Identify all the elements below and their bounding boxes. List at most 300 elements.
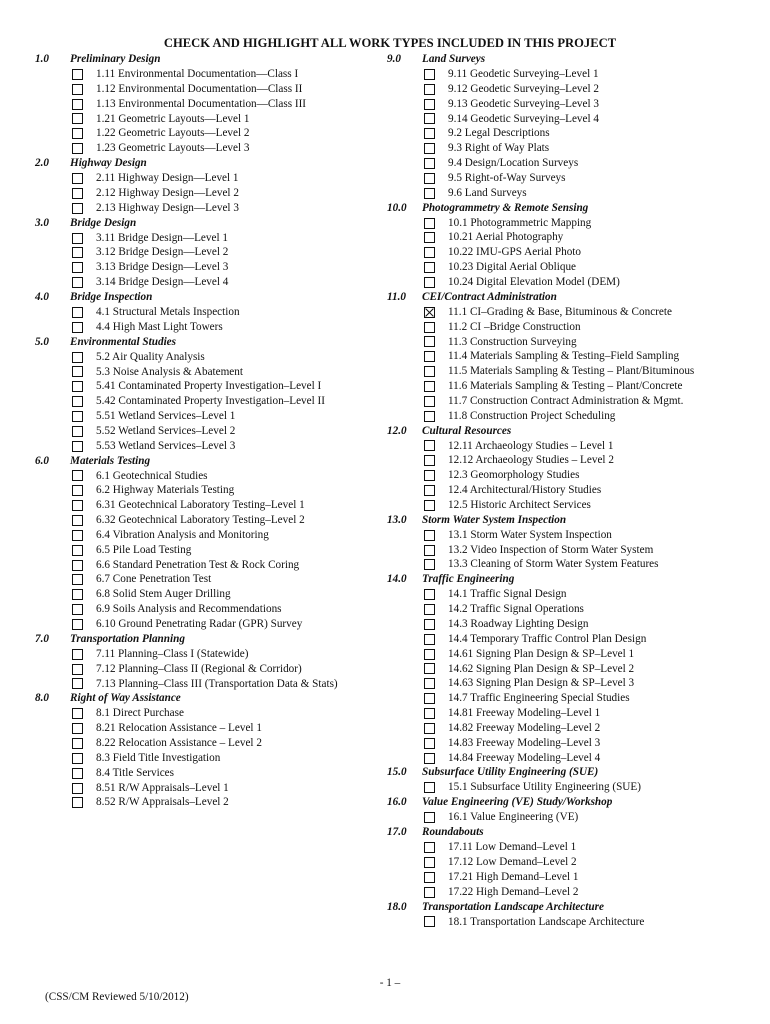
work-type-checkbox[interactable] (72, 619, 83, 630)
work-type-label: 8.52 R/W Appraisals–Level 2 (96, 796, 229, 809)
work-type-checkbox[interactable] (72, 604, 83, 615)
work-type-checkbox[interactable] (72, 247, 83, 258)
work-type-label: 9.11 Geodetic Surveying–Level 1 (448, 68, 599, 80)
work-type-checkbox[interactable] (424, 322, 435, 333)
work-type-label: 9.5 Right-of-Way Surveys (448, 171, 566, 184)
work-type-label: 6.31 Geotechnical Laboratory Testing–Level 1 (96, 499, 305, 512)
work-type-checkbox[interactable] (424, 143, 435, 154)
work-type-label: 13.3 Cleaning of Storm Water System Features (448, 558, 659, 571)
work-type-item (387, 751, 767, 766)
work-type-checkbox[interactable] (72, 188, 83, 199)
section-heading (387, 572, 767, 587)
work-type-checkbox[interactable] (72, 664, 83, 675)
section-land-surveys (387, 52, 767, 201)
section-heading (387, 52, 767, 67)
section-photogrammetry-remote-sensing (387, 201, 767, 290)
work-type-checkbox[interactable] (424, 173, 435, 184)
work-type-label: 18.1 Transportation Landscape Architecture (448, 915, 645, 928)
work-type-item (387, 335, 767, 350)
section-heading (35, 52, 390, 67)
work-type-item (35, 141, 390, 156)
work-type-checkbox[interactable] (72, 783, 83, 794)
work-type-checkbox[interactable] (424, 857, 435, 868)
work-type-item (35, 677, 390, 692)
work-type-checkbox[interactable] (72, 352, 83, 363)
work-type-checkbox[interactable] (72, 708, 83, 719)
work-type-label: 11.6 Materials Sampling & Testing – Plant/Concrete (448, 380, 683, 393)
work-type-item (387, 305, 767, 320)
work-type-checkbox[interactable] (72, 797, 83, 808)
work-type-checkbox[interactable] (424, 738, 435, 749)
work-type-checkbox[interactable] (424, 232, 435, 243)
work-type-label: 17.12 Low Demand–Level 2 (448, 855, 577, 868)
work-type-label: 11.1 CI–Grading & Base, Bituminous & Concrete (448, 305, 672, 318)
work-type-item (387, 97, 767, 112)
work-type-item (387, 364, 767, 379)
work-type-checkbox[interactable] (72, 262, 83, 273)
work-type-label: 8.21 Relocation Assistance – Level 1 (96, 722, 262, 735)
work-type-checkbox[interactable] (72, 574, 83, 585)
work-type-label: 14.7 Traffic Engineering Special Studies (448, 692, 630, 705)
work-type-item (387, 468, 767, 483)
work-type-item (387, 780, 767, 795)
work-type-checkbox[interactable] (424, 723, 435, 734)
work-type-item (35, 706, 390, 721)
work-type-checkbox[interactable] (424, 887, 435, 898)
work-type-item (387, 706, 767, 721)
work-type-label: 5.3 Noise Analysis & Abatement (96, 365, 243, 378)
section-number: 1.0 (35, 53, 49, 65)
work-type-label: 6.10 Ground Penetrating Radar (GPR) Survey (96, 618, 303, 630)
work-type-checkbox[interactable] (424, 351, 435, 362)
work-type-item (387, 915, 767, 930)
work-type-label: 6.32 Geotechnical Laboratory Testing–Level 2 (96, 514, 305, 527)
work-type-item (387, 855, 767, 870)
work-type-item (387, 870, 767, 885)
work-type-checkbox[interactable] (72, 411, 83, 422)
section-number: 10.0 (387, 201, 407, 214)
work-type-item (387, 498, 767, 513)
section-number: 13.0 (387, 513, 407, 526)
work-type-item (35, 365, 390, 380)
section-value-engineering-ve-study-workshop (387, 795, 767, 825)
work-type-label: 6.2 Highway Materials Testing (96, 484, 235, 497)
work-type-checkbox[interactable] (72, 277, 83, 288)
work-type-item (387, 483, 767, 498)
work-type-item (387, 82, 767, 97)
section-number: 17.0 (387, 826, 407, 839)
section-title: Bridge Inspection (70, 290, 153, 303)
section-cultural-resources (387, 424, 767, 513)
work-type-item (387, 409, 767, 424)
work-type-label: 14.4 Temporary Traffic Control Plan Design (448, 632, 647, 645)
work-type-label: 9.12 Geodetic Surveying–Level 2 (448, 82, 599, 95)
work-type-item (35, 320, 390, 335)
work-type-checkbox[interactable] (424, 307, 435, 318)
section-title: Land Surveys (422, 53, 486, 65)
work-type-checkbox[interactable] (424, 604, 435, 615)
work-type-checkbox[interactable] (72, 322, 83, 333)
work-type-label: 1.22 Geometric Layouts—Level 2 (96, 127, 250, 140)
work-type-label: 14.61 Signing Plan Design & SP–Level 1 (448, 647, 635, 660)
work-type-label: 14.62 Signing Plan Design & SP–Level 2 (448, 662, 635, 675)
work-type-label: 14.2 Traffic Signal Operations (448, 603, 584, 616)
work-type-checkbox[interactable] (424, 366, 435, 377)
work-type-item (35, 171, 390, 186)
work-type-label: 9.13 Geodetic Surveying–Level 3 (448, 97, 599, 110)
work-type-label: 14.1 Traffic Signal Design (448, 588, 567, 601)
work-type-label: 12.11 Archaeology Studies – Level 1 (448, 439, 614, 452)
work-type-label: 1.21 Geometric Layouts—Level 1 (96, 112, 250, 125)
work-type-label: 9.2 Legal Descriptions (448, 127, 550, 140)
section-title: Preliminary Design (70, 53, 161, 65)
work-type-item (35, 245, 390, 260)
work-type-checkbox[interactable] (72, 113, 83, 124)
work-type-label: 14.82 Freeway Modeling–Level 2 (448, 721, 601, 734)
section-heading (387, 795, 767, 810)
work-type-checkbox[interactable] (72, 649, 83, 660)
section-heading (35, 290, 390, 305)
work-type-label: 17.21 High Demand–Level 1 (448, 870, 579, 883)
work-type-item (387, 141, 767, 156)
work-type-label: 14.3 Roadway Lighting Design (448, 618, 589, 630)
work-type-label: 5.42 Contaminated Property Investigation–Level II (96, 395, 325, 408)
work-type-label: 12.12 Archaeology Studies – Level 2 (448, 454, 614, 467)
work-type-item (35, 751, 390, 766)
work-type-checkbox[interactable] (72, 485, 83, 496)
work-type-item (35, 647, 390, 662)
work-type-item (35, 469, 390, 484)
work-type-checkbox[interactable] (72, 678, 83, 689)
work-type-checkbox[interactable] (72, 515, 83, 526)
work-type-label: 2.13 Highway Design—Level 3 (96, 201, 239, 214)
work-type-checkbox[interactable] (424, 411, 435, 422)
section-number: 14.0 (387, 573, 407, 586)
work-type-checkbox[interactable] (424, 381, 435, 392)
work-type-label: 10.23 Digital Aerial Oblique (448, 261, 577, 274)
work-type-item (387, 810, 767, 825)
work-type-item (35, 186, 390, 201)
work-type-item (387, 216, 767, 231)
work-type-label: 8.3 Field Title Investigation (96, 751, 221, 764)
work-type-label: 8.51 R/W Appraisals–Level 1 (96, 781, 229, 794)
work-type-checkbox[interactable] (424, 693, 435, 704)
work-type-label: 14.84 Freeway Modeling–Level 4 (448, 751, 601, 764)
work-type-label: 1.13 Environmental Documentation—Class III (96, 97, 307, 110)
work-type-label: 7.12 Planning–Class II (Regional & Corridor) (96, 662, 302, 675)
section-title: Subsurface Utility Engineering (SUE) (422, 766, 599, 779)
section-heading (35, 454, 390, 469)
section-number: 6.0 (35, 454, 49, 467)
work-type-item (35, 543, 390, 558)
work-type-checkbox[interactable] (424, 678, 435, 689)
work-type-checkbox[interactable] (424, 99, 435, 110)
work-type-item (35, 781, 390, 796)
work-type-item (387, 528, 767, 543)
work-type-item (387, 453, 767, 468)
section-title: Traffic Engineering (422, 573, 515, 586)
work-type-checkbox[interactable] (72, 753, 83, 764)
work-type-checkbox[interactable] (424, 589, 435, 600)
section-number: 12.0 (387, 424, 407, 437)
reviewed-note: (CSS/CM Reviewed 5/10/2012) (45, 991, 189, 1003)
work-type-checkbox[interactable] (72, 768, 83, 779)
section-number: 4.0 (35, 290, 49, 303)
work-type-label: 9.6 Land Surveys (448, 186, 527, 199)
work-type-label: 10.24 Digital Elevation Model (DEM) (448, 275, 620, 288)
section-number: 2.0 (35, 157, 49, 170)
work-type-checkbox[interactable] (72, 738, 83, 749)
work-type-checkbox[interactable] (72, 381, 83, 392)
work-type-checkbox[interactable] (72, 530, 83, 541)
section-subsurface-utility-engineering-sue (387, 765, 767, 795)
section-number: 15.0 (387, 766, 407, 779)
work-type-checkbox[interactable] (424, 188, 435, 199)
section-storm-water-system-inspection (387, 513, 767, 573)
work-type-checkbox[interactable] (72, 173, 83, 184)
work-type-label: 7.13 Planning–Class III (Transportation Data & Stats) (96, 677, 338, 690)
work-type-checkbox[interactable] (72, 396, 83, 407)
work-type-item (387, 647, 767, 662)
work-type-checkbox[interactable] (424, 916, 435, 927)
work-type-item (35, 617, 390, 632)
work-type-label: 6.8 Solid Stem Auger Drilling (96, 588, 231, 601)
work-type-checkbox[interactable] (424, 336, 435, 347)
section-highway-design (35, 156, 390, 216)
work-type-item (35, 67, 390, 82)
work-type-label: 6.1 Geotechnical Studies (96, 469, 208, 482)
work-type-checkbox[interactable] (72, 470, 83, 481)
work-type-item (35, 97, 390, 112)
work-type-item (387, 379, 767, 394)
work-type-checkbox[interactable] (424, 619, 435, 630)
work-type-label: 1.11 Environmental Documentation—Class I (96, 68, 299, 80)
work-type-label: 1.12 Environmental Documentation—Class II (96, 82, 303, 95)
section-title: Environmental Studies (70, 335, 176, 348)
work-type-checkbox[interactable] (424, 842, 435, 853)
work-type-item (387, 260, 767, 275)
work-type-checkbox[interactable] (424, 470, 435, 481)
work-type-label: 3.11 Bridge Design—Level 1 (96, 231, 228, 244)
section-heading (387, 765, 767, 780)
work-type-checkbox[interactable] (424, 455, 435, 466)
work-type-checkbox[interactable] (72, 99, 83, 110)
section-title: Photogrammetry & Remote Sensing (422, 201, 589, 214)
work-type-item (387, 245, 767, 260)
section-heading (387, 825, 767, 840)
work-type-item (387, 557, 767, 572)
page-title: CHECK AND HIGHLIGHT ALL WORK TYPES INCLUDED IN THIS PROJECT (163, 36, 617, 50)
work-type-label: 1.23 Geometric Layouts—Level 3 (96, 142, 250, 155)
work-type-label: 5.51 Wetland Services–Level 1 (96, 410, 236, 423)
work-type-item (35, 513, 390, 528)
work-type-checkbox[interactable] (424, 277, 435, 288)
work-type-checkbox[interactable] (424, 69, 435, 80)
work-type-item (387, 349, 767, 364)
work-type-label: 14.63 Signing Plan Design & SP–Level 3 (448, 677, 635, 690)
work-type-label: 6.7 Cone Penetration Test (96, 573, 212, 586)
section-heading (387, 290, 767, 305)
work-type-label: 6.5 Pile Load Testing (96, 543, 192, 556)
work-type-checkbox[interactable] (424, 663, 435, 674)
work-type-checkbox[interactable] (72, 560, 83, 571)
work-type-label: 11.2 CI –Bridge Construction (448, 320, 581, 333)
work-type-checkbox[interactable] (424, 262, 435, 273)
work-type-item (387, 439, 767, 454)
work-type-checkbox[interactable] (72, 203, 83, 214)
work-type-item (387, 543, 767, 558)
section-heading (387, 201, 767, 216)
work-type-label: 3.12 Bridge Design—Level 2 (96, 246, 229, 259)
work-type-checkbox[interactable] (424, 872, 435, 883)
work-type-checkbox[interactable] (72, 69, 83, 80)
work-type-item (387, 320, 767, 335)
work-type-label: 11.7 Construction Contract Administration & Mgmt. (448, 394, 684, 407)
section-bridge-inspection (35, 290, 390, 335)
work-type-label: 11.8 Construction Project Scheduling (448, 409, 616, 422)
section-environmental-studies (35, 335, 390, 454)
work-type-label: 16.1 Value Engineering (VE) (448, 811, 579, 824)
section-heading (387, 513, 767, 528)
work-type-label: 4.1 Structural Metals Inspection (96, 305, 240, 318)
work-type-checkbox[interactable] (424, 440, 435, 451)
section-title: CEI/Contract Administration (422, 290, 557, 303)
work-type-label: 9.3 Right of Way Plats (448, 142, 550, 155)
work-type-checkbox[interactable] (72, 84, 83, 95)
work-type-item (387, 602, 767, 617)
work-type-item (35, 736, 390, 751)
section-materials-testing (35, 454, 390, 632)
section-number: 5.0 (35, 335, 49, 348)
work-type-item (387, 67, 767, 82)
section-title: Materials Testing (70, 454, 151, 467)
work-type-item (35, 126, 390, 141)
section-number: 7.0 (35, 632, 49, 645)
section-heading (387, 900, 767, 915)
work-type-checkbox[interactable] (424, 782, 435, 793)
work-type-checkbox[interactable] (424, 396, 435, 407)
work-type-checkbox[interactable] (424, 753, 435, 764)
work-type-item (387, 587, 767, 602)
work-type-checkbox[interactable] (72, 589, 83, 600)
work-type-checkbox[interactable] (72, 307, 83, 318)
section-number: 9.0 (387, 53, 401, 65)
work-type-checkbox[interactable] (424, 218, 435, 229)
work-type-checkbox[interactable] (424, 530, 435, 541)
work-type-item (387, 394, 767, 409)
work-type-item (387, 736, 767, 751)
work-type-label: 2.12 Highway Design—Level 2 (96, 186, 239, 199)
work-type-label: 12.3 Geomorphology Studies (448, 469, 580, 482)
work-type-label: 4.4 High Mast Light Towers (96, 320, 223, 333)
work-type-item (35, 112, 390, 127)
work-type-label: 10.1 Photogrammetric Mapping (448, 216, 592, 229)
work-type-checkbox[interactable] (424, 247, 435, 258)
work-type-label: 8.4 Title Services (96, 766, 175, 779)
work-type-checkbox[interactable] (72, 441, 83, 452)
work-type-item (387, 617, 767, 632)
work-type-item (387, 632, 767, 647)
work-type-label: 14.81 Freeway Modeling–Level 1 (448, 707, 601, 720)
section-transportation-landscape-architecture (387, 900, 767, 930)
work-type-label: 8.22 Relocation Assistance – Level 2 (96, 737, 262, 750)
work-type-checkbox[interactable] (72, 366, 83, 377)
work-type-checkbox[interactable] (424, 113, 435, 124)
work-type-item (35, 350, 390, 365)
work-type-checkbox[interactable] (424, 708, 435, 719)
work-type-label: 5.53 Wetland Services–Level 3 (96, 439, 236, 452)
work-type-checkbox[interactable] (424, 545, 435, 556)
work-type-item (35, 662, 390, 677)
work-type-checkbox[interactable] (424, 649, 435, 660)
work-type-item (387, 721, 767, 736)
work-type-label: 12.4 Architectural/History Studies (448, 484, 602, 497)
work-type-item (35, 275, 390, 290)
work-type-checkbox[interactable] (424, 634, 435, 645)
work-type-checkbox[interactable] (424, 559, 435, 570)
work-type-label: 6.4 Vibration Analysis and Monitoring (96, 528, 269, 541)
work-type-item (35, 483, 390, 498)
work-type-item (387, 126, 767, 141)
work-type-label: 6.9 Soils Analysis and Recommendations (96, 603, 282, 616)
work-type-label: 10.21 Aerial Photography (448, 231, 564, 244)
work-type-checkbox[interactable] (424, 84, 435, 95)
section-bridge-design (35, 216, 390, 290)
work-type-item (387, 885, 767, 900)
work-type-label: 2.11 Highway Design—Level 1 (96, 172, 239, 185)
section-number: 16.0 (387, 796, 407, 809)
work-type-item (387, 676, 767, 691)
section-right-of-way-assistance (35, 691, 390, 810)
work-type-label: 17.22 High Demand–Level 2 (448, 885, 579, 898)
work-type-checkbox[interactable] (72, 545, 83, 556)
work-type-item (35, 558, 390, 573)
work-type-checkbox[interactable] (72, 723, 83, 734)
work-type-label: 3.13 Bridge Design—Level 3 (96, 261, 229, 274)
work-type-checkbox[interactable] (72, 426, 83, 437)
right-column (387, 52, 767, 929)
work-type-checkbox[interactable] (72, 143, 83, 154)
work-type-item (387, 840, 767, 855)
work-type-label: 5.2 Air Quality Analysis (96, 350, 205, 363)
section-preliminary-design (35, 52, 390, 156)
work-type-label: 8.1 Direct Purchase (96, 707, 184, 720)
work-type-item (387, 691, 767, 706)
work-type-item (35, 766, 390, 781)
work-type-item (35, 305, 390, 320)
work-type-item (35, 721, 390, 736)
work-type-label: 13.1 Storm Water System Inspection (448, 528, 612, 541)
work-type-checkbox[interactable] (72, 500, 83, 511)
section-heading (35, 156, 390, 171)
work-type-item (35, 379, 390, 394)
section-number: 11.0 (387, 290, 406, 303)
work-type-checkbox[interactable] (424, 500, 435, 511)
work-type-checkbox[interactable] (424, 158, 435, 169)
work-type-item (387, 230, 767, 245)
work-type-label: 13.2 Video Inspection of Storm Water System (448, 543, 654, 556)
page-number: - 1 – (379, 977, 401, 989)
work-type-checkbox[interactable] (72, 128, 83, 139)
work-type-label: 5.52 Wetland Services–Level 2 (96, 424, 236, 437)
section-title: Roundabouts (422, 826, 484, 839)
work-type-checkbox[interactable] (424, 812, 435, 823)
work-type-checkbox[interactable] (424, 128, 435, 139)
work-type-checkbox[interactable] (72, 233, 83, 244)
work-type-checkbox[interactable] (424, 485, 435, 496)
work-type-item (35, 498, 390, 513)
work-type-item (35, 409, 390, 424)
